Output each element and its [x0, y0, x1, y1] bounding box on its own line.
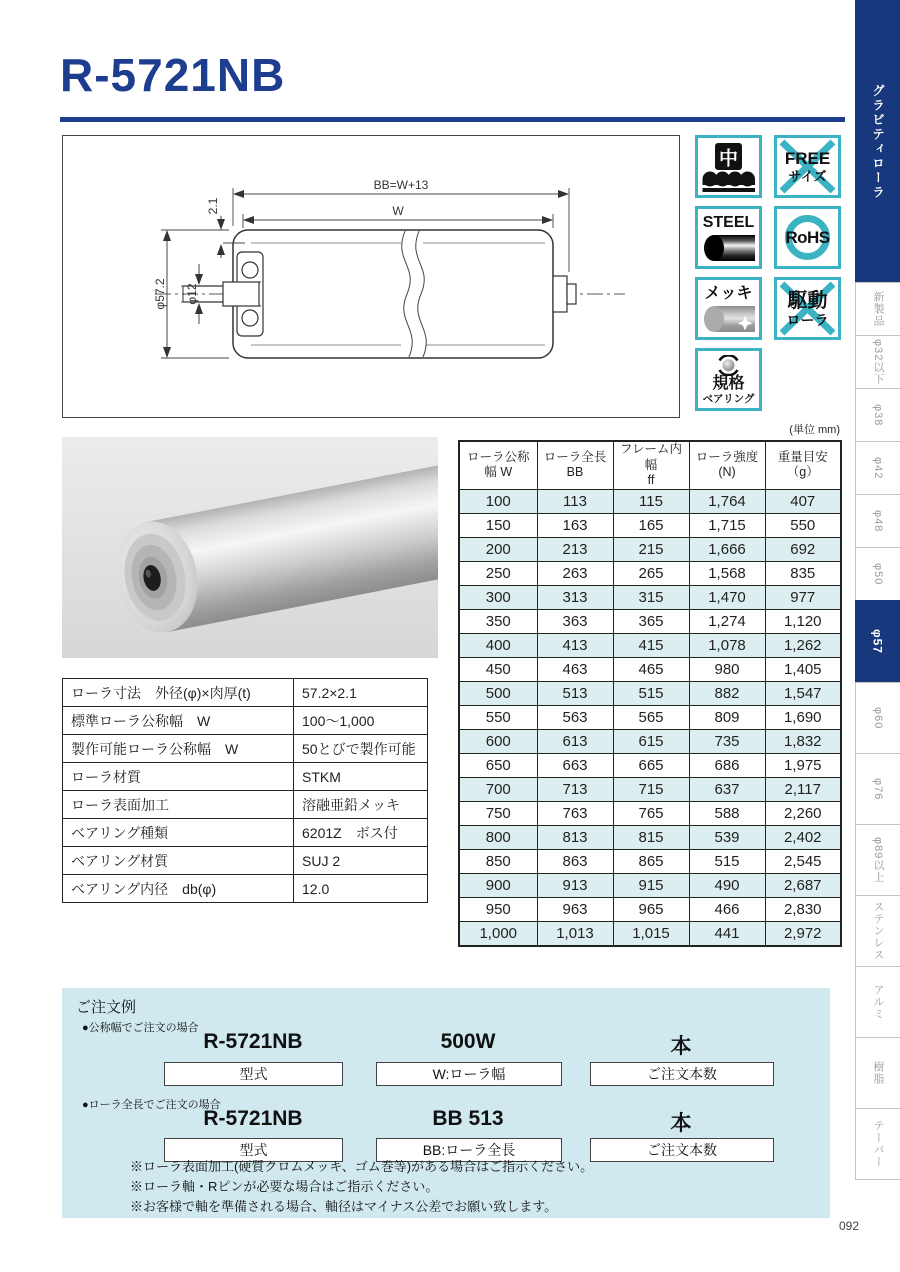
cell-weight: 1,405: [765, 657, 841, 681]
cell-weight: 2,545: [765, 849, 841, 873]
spec-label: ローラ材質: [63, 763, 294, 791]
badge-drive-roller-crossed: [774, 277, 841, 340]
order-case2-value: BB 513: [432, 1107, 504, 1130]
cell-frame-width: 165: [613, 513, 689, 537]
cell-strength: 686: [689, 753, 765, 777]
spec-row: [63, 679, 428, 707]
cell-strength: 1,666: [689, 537, 765, 561]
sidebar-tab-label: φ42: [872, 456, 884, 480]
spec-table: [62, 678, 428, 903]
cell-width: 550: [459, 705, 537, 729]
cell-strength: 1,274: [689, 609, 765, 633]
size-table-row: [459, 753, 841, 777]
cell-overall-length: 263: [537, 561, 613, 585]
cell-overall-length: 913: [537, 873, 613, 897]
dim-outer-dia: φ57.2: [153, 278, 167, 310]
cell-frame-width: 665: [613, 753, 689, 777]
cell-weight: 550: [765, 513, 841, 537]
badge-steel-label: STEEL: [702, 213, 755, 231]
cell-strength: 637: [689, 777, 765, 801]
order-case1-model-tag: 型式: [164, 1062, 343, 1086]
spec-label: 標準ローラ公称幅 W: [63, 707, 294, 735]
spec-value: STKM: [294, 763, 428, 791]
col-header-width: ローラ公称 幅 W: [459, 441, 537, 489]
cell-strength: 441: [689, 921, 765, 946]
cell-width: 1,000: [459, 921, 537, 946]
cell-frame-width: 365: [613, 609, 689, 633]
cell-strength: 980: [689, 657, 765, 681]
sidebar-tab-label: テーパー: [872, 1120, 884, 1168]
plated-roller-icon: [703, 304, 755, 334]
cell-strength: 515: [689, 849, 765, 873]
cell-width: 700: [459, 777, 537, 801]
dim-wall: 2.1: [206, 197, 220, 215]
order-case1-model: R-5721NB: [203, 1030, 303, 1053]
sidebar-tab-label: φ60: [872, 706, 884, 730]
cell-weight: 2,117: [765, 777, 841, 801]
sidebar-tab[interactable]: [855, 0, 900, 283]
spec-label: ローラ寸法 外径(φ)×肉厚(t): [63, 679, 294, 707]
col-header-weight: 重量目安 （g）: [765, 441, 841, 489]
order-example-section: [62, 988, 830, 1218]
cell-weight: 1,120: [765, 609, 841, 633]
cell-weight: 692: [765, 537, 841, 561]
cell-width: 600: [459, 729, 537, 753]
cell-overall-length: 763: [537, 801, 613, 825]
cell-weight: 1,975: [765, 753, 841, 777]
cell-frame-width: 615: [613, 729, 689, 753]
cell-overall-length: 313: [537, 585, 613, 609]
size-table-row: [459, 537, 841, 561]
badge-load-medium: [695, 135, 762, 198]
spec-label: ベアリング種類: [63, 819, 294, 847]
product-photo: [62, 437, 438, 658]
order-note: ※ローラ軸・Rピンが必要な場合はご指示ください。: [130, 1179, 439, 1194]
sidebar-tab[interactable]: [855, 600, 900, 683]
sidebar-tab[interactable]: [855, 335, 900, 389]
cell-strength: 1,568: [689, 561, 765, 585]
cell-width: 900: [459, 873, 537, 897]
cell-frame-width: 865: [613, 849, 689, 873]
cell-overall-length: 563: [537, 705, 613, 729]
cell-strength: 588: [689, 801, 765, 825]
cell-weight: 977: [765, 585, 841, 609]
size-table-row: [459, 585, 841, 609]
size-table-row: [459, 657, 841, 681]
sidebar-tab[interactable]: [855, 547, 900, 601]
cell-overall-length: 113: [537, 489, 613, 513]
size-table-row: [459, 849, 841, 873]
sidebar-tab-label: 樹脂: [872, 1061, 884, 1085]
cell-frame-width: 765: [613, 801, 689, 825]
dim-shaft-dia: φ12: [185, 283, 199, 305]
cell-width: 400: [459, 633, 537, 657]
badge-rohs-label: RoHS: [785, 228, 830, 247]
bearing-icon: [698, 355, 759, 376]
sidebar-tab-label: アルミ: [872, 984, 884, 1020]
cell-frame-width: 1,015: [613, 921, 689, 946]
sidebar-tab-label: φ57: [870, 629, 885, 654]
cell-width: 150: [459, 513, 537, 537]
roller-photo-svg: [62, 437, 438, 658]
order-case2-model: R-5721NB: [203, 1107, 303, 1130]
sidebar-tab-label: φ48: [872, 509, 884, 533]
badge-standard-bearing: [695, 348, 762, 411]
dim-w: W: [392, 204, 404, 218]
cell-weight: 2,830: [765, 897, 841, 921]
order-case1-count-tag: ご注文本数: [590, 1062, 774, 1086]
spec-value: 12.0: [294, 875, 428, 903]
cell-overall-length: 363: [537, 609, 613, 633]
cell-overall-length: 213: [537, 537, 613, 561]
order-case2-count: 本: [670, 1112, 692, 1135]
order-note: ※お客様で軸を準備される場合、軸径はマイナス公差でお願い致します。: [130, 1199, 558, 1214]
sidebar-tab-label: ステンレス: [872, 901, 884, 961]
page-title: R-5721NB: [60, 49, 286, 101]
spec-row: [63, 819, 428, 847]
steel-roller-icon: [703, 233, 755, 263]
spec-label: ローラ表面加工: [63, 791, 294, 819]
cell-strength: 809: [689, 705, 765, 729]
sidebar-tab-label: 新製品: [872, 291, 884, 327]
spec-label: 製作可能ローラ公称幅 W: [63, 735, 294, 763]
cell-overall-length: 813: [537, 825, 613, 849]
spec-value: 57.2×2.1: [294, 679, 428, 707]
sidebar-tab[interactable]: [855, 824, 900, 896]
cell-width: 300: [459, 585, 537, 609]
cell-weight: 1,690: [765, 705, 841, 729]
cell-width: 750: [459, 801, 537, 825]
cell-frame-width: 315: [613, 585, 689, 609]
sidebar-tab[interactable]: [855, 1037, 900, 1109]
cell-width: 500: [459, 681, 537, 705]
cell-strength: 1,078: [689, 633, 765, 657]
sidebar-tab[interactable]: [855, 682, 900, 754]
cell-strength: 466: [689, 897, 765, 921]
svg-text:中: 中: [718, 148, 739, 170]
size-table-row: [459, 825, 841, 849]
cell-overall-length: 413: [537, 633, 613, 657]
cell-width: 650: [459, 753, 537, 777]
spec-value: 溶融亜鉛メッキ: [294, 791, 428, 819]
cell-weight: 2,260: [765, 801, 841, 825]
sidebar-tab[interactable]: [855, 753, 900, 825]
sidebar-tab[interactable]: [855, 966, 900, 1038]
technical-drawing: [62, 135, 680, 418]
order-case2-model-tag: 型式: [164, 1138, 343, 1162]
cell-width: 200: [459, 537, 537, 561]
cell-frame-width: 965: [613, 897, 689, 921]
cell-width: 100: [459, 489, 537, 513]
badge-free-size-crossed: [774, 135, 841, 198]
spec-row: [63, 791, 428, 819]
sidebar-tab-label: φ50: [872, 562, 884, 586]
order-case1-count: 本: [670, 1035, 692, 1058]
unit-note: (単位 mm): [789, 424, 840, 436]
sidebar-tab-label: φ89以上: [872, 836, 884, 884]
cell-frame-width: 215: [613, 537, 689, 561]
cell-weight: 835: [765, 561, 841, 585]
cell-overall-length: 513: [537, 681, 613, 705]
order-example-title: ご注文例: [76, 999, 137, 1016]
cell-weight: 2,687: [765, 873, 841, 897]
badge-rohs: [774, 206, 841, 269]
size-table-header-row: [459, 441, 841, 489]
order-case2-bullet: ●ローラ全長でご注文の場合: [82, 1099, 221, 1111]
cell-overall-length: 613: [537, 729, 613, 753]
cell-width: 800: [459, 825, 537, 849]
cell-width: 950: [459, 897, 537, 921]
cell-strength: 1,470: [689, 585, 765, 609]
spec-row: [63, 875, 428, 903]
order-case2-value-tag: BB:ローラ全長: [376, 1138, 562, 1162]
sidebar-tab[interactable]: [855, 895, 900, 967]
sidebar-tab[interactable]: [855, 441, 900, 495]
cell-frame-width: 265: [613, 561, 689, 585]
sidebar-tab[interactable]: [855, 494, 900, 548]
spec-row: [63, 763, 428, 791]
spec-value: SUJ 2: [294, 847, 428, 875]
cell-frame-width: 815: [613, 825, 689, 849]
spec-row: [63, 735, 428, 763]
order-case2-count-tag: ご注文本数: [590, 1138, 774, 1162]
medium-load-icon: [698, 138, 759, 195]
cell-weight: 407: [765, 489, 841, 513]
cell-width: 350: [459, 609, 537, 633]
dim-bb: BB=W+13: [373, 178, 429, 192]
badge-bearing-line2: ベアリング: [702, 392, 755, 405]
size-table-row: [459, 561, 841, 585]
cell-weight: 2,972: [765, 921, 841, 946]
sidebar-tab[interactable]: [855, 1108, 900, 1180]
size-table-row: [459, 921, 841, 946]
cell-overall-length: 963: [537, 897, 613, 921]
cell-weight: 1,547: [765, 681, 841, 705]
cell-width: 250: [459, 561, 537, 585]
cell-width: 450: [459, 657, 537, 681]
size-table-row: [459, 729, 841, 753]
spec-value: 6201Z ボス付: [294, 819, 428, 847]
col-header-overall-length: ローラ全長 BB: [537, 441, 613, 489]
cell-overall-length: 663: [537, 753, 613, 777]
size-table-row: [459, 801, 841, 825]
cell-frame-width: 915: [613, 873, 689, 897]
order-case1-bullet: ●公称幅でご注文の場合: [82, 1022, 199, 1034]
sidebar-tab-label: φ76: [872, 777, 884, 801]
col-header-strength: ローラ強度 (N): [689, 441, 765, 489]
badge-free-size-line2: サイズ: [788, 169, 827, 184]
cell-frame-width: 115: [613, 489, 689, 513]
cell-weight: 1,832: [765, 729, 841, 753]
spec-label: ベアリング材質: [63, 847, 294, 875]
cell-overall-length: 863: [537, 849, 613, 873]
page-number: 092: [839, 1219, 860, 1233]
badge-drive-line1: 駆動: [787, 289, 828, 312]
order-case1-value-tag: W:ローラ幅: [376, 1062, 562, 1086]
spec-value: 100〜1,000: [294, 707, 428, 735]
badge-plating-label: メッキ: [704, 284, 753, 302]
cell-overall-length: 163: [537, 513, 613, 537]
badge-steel: [695, 206, 762, 269]
size-table-row: [459, 777, 841, 801]
cell-weight: 2,402: [765, 825, 841, 849]
sidebar-tab-label: グラビティローラ: [870, 83, 885, 200]
title-rule: [60, 117, 845, 122]
cell-overall-length: 463: [537, 657, 613, 681]
size-table: [458, 440, 842, 947]
badge-bearing-line1: 規格: [712, 374, 745, 392]
spec-label: ベアリング内径 db(φ): [63, 875, 294, 903]
sidebar-tab[interactable]: [855, 282, 900, 336]
spec-value: 50とびで製作可能: [294, 735, 428, 763]
cell-overall-length: 1,013: [537, 921, 613, 946]
sidebar-tab-label: φ32以下: [872, 338, 884, 386]
size-table-row: [459, 489, 841, 513]
cell-weight: 1,262: [765, 633, 841, 657]
size-table-row: [459, 681, 841, 705]
cell-strength: 735: [689, 729, 765, 753]
order-note: ※ローラ表面加工(硬質クロムメッキ、ゴム巻等)がある場合はご指示ください。: [130, 1159, 594, 1174]
sidebar-tab-label: φ38: [872, 403, 884, 427]
cell-frame-width: 465: [613, 657, 689, 681]
badge-free-size-line1: FREE: [784, 149, 831, 168]
spec-row: [63, 847, 428, 875]
cell-frame-width: 565: [613, 705, 689, 729]
badge-drive-line2: ローラ: [786, 311, 829, 328]
col-header-frame-width: フレーム内幅 ff: [613, 441, 689, 489]
cell-strength: 539: [689, 825, 765, 849]
cell-frame-width: 715: [613, 777, 689, 801]
cell-strength: 490: [689, 873, 765, 897]
badge-plating: [695, 277, 762, 340]
cell-frame-width: 515: [613, 681, 689, 705]
size-table-row: [459, 633, 841, 657]
size-table-row: [459, 897, 841, 921]
sidebar-tab[interactable]: [855, 388, 900, 442]
category-sidebar: [855, 0, 900, 1272]
size-table-row: [459, 873, 841, 897]
size-table-row: [459, 609, 841, 633]
order-case1-value: 500W: [440, 1030, 496, 1053]
cell-strength: 1,715: [689, 513, 765, 537]
roller-drawing-svg: [63, 136, 679, 417]
cell-width: 850: [459, 849, 537, 873]
size-table-row: [459, 705, 841, 729]
size-table-row: [459, 513, 841, 537]
cell-strength: 1,764: [689, 489, 765, 513]
cell-strength: 882: [689, 681, 765, 705]
cell-frame-width: 415: [613, 633, 689, 657]
cell-overall-length: 713: [537, 777, 613, 801]
spec-row: [63, 707, 428, 735]
